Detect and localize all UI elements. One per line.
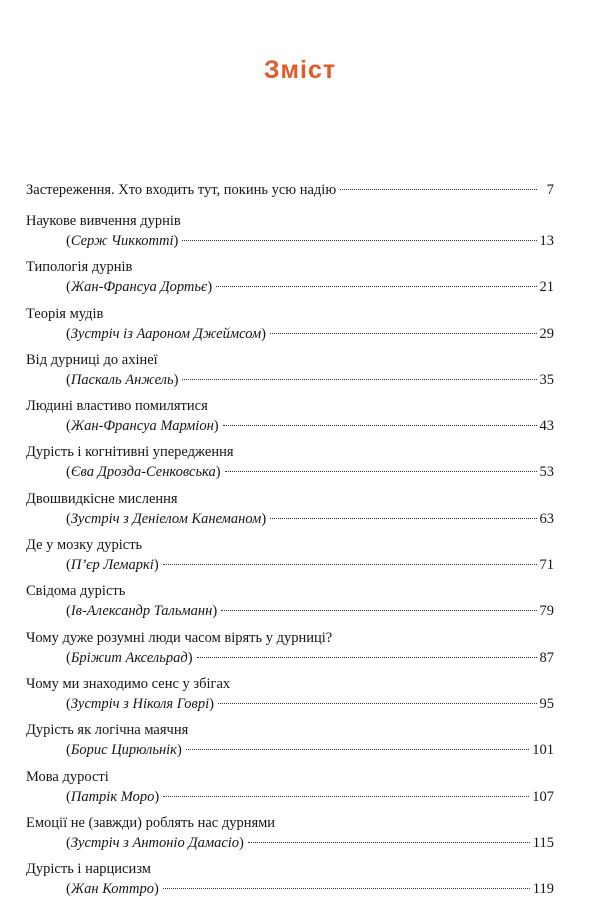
entry-title: Наукове вивчення дурнів	[26, 213, 181, 229]
toc-entry[interactable]: Дурість як логічна маячня (Борис Цирюльнік) 101	[26, 722, 554, 759]
entry-author: Паскаль Анжель	[70, 371, 174, 388]
toc-entry[interactable]: Мова дурості (Патрік Моро) 107	[26, 768, 554, 805]
page-number: 21	[539, 279, 554, 296]
dot-leader	[197, 657, 537, 658]
dot-leader	[163, 888, 530, 889]
entry-author: Серж Чиккотті	[70, 233, 174, 249]
dot-leader	[221, 610, 536, 611]
dot-leader	[182, 379, 536, 380]
entry-author: Бріжит Аксельрад	[70, 649, 188, 666]
page-number: 115	[532, 834, 554, 851]
dot-leader	[163, 564, 537, 565]
entry-author: Борис Цирюльнік	[70, 742, 177, 759]
entry-author: Єва Дрозда-Сенковська	[70, 464, 216, 481]
page-number: 7	[546, 182, 554, 198]
entry-title: Мова дурості	[26, 768, 109, 785]
toc-entry[interactable]: Двошвидкісне мислення (Зустріч з Деніелом Канеманом) 63	[26, 490, 554, 527]
entry-author: П’єр Лемаркі	[70, 557, 154, 574]
entry-author: Зустріч із Аароном Джеймсом	[70, 325, 262, 342]
page-number: 63	[539, 510, 554, 527]
page-number: 43	[539, 418, 554, 435]
page-number: 35	[539, 371, 554, 388]
entry-author: Жан-Франсуа Дортьє	[70, 279, 208, 296]
entry-author: Зустріч з Ніколя Говрі	[70, 695, 210, 712]
entry-title: Дурість як логічна маячня	[26, 722, 189, 739]
toc-entry[interactable]	[26, 180, 554, 200]
page-number: 107	[532, 788, 554, 805]
page-number: 119	[532, 881, 554, 898]
entry-author: Жан-Франсуа Марміон	[70, 418, 214, 435]
dot-leader	[163, 796, 529, 797]
entry-title: Типологія дурнів	[26, 259, 133, 276]
dot-leader	[182, 240, 536, 241]
toc-entry[interactable]: Чому дуже розумні люди часом вірять у дурниці? (Бріжит Аксельрад) 87	[26, 629, 554, 666]
dot-leader	[340, 189, 537, 190]
dot-leader	[270, 518, 536, 519]
entry-title: Емоції не (завжди) роблять нас дурнями	[26, 814, 276, 831]
dot-leader	[225, 471, 537, 472]
page-number: 53	[539, 464, 554, 481]
dot-leader	[223, 425, 537, 426]
dot-leader	[216, 286, 536, 287]
dot-leader	[218, 703, 537, 704]
entry-author: Зустріч з Деніелом Канеманом	[70, 510, 262, 527]
entry-author: Ів-Александр Тальманн	[70, 603, 213, 620]
entry-title: Двошвидкісне мислення	[26, 490, 178, 507]
page-number: 79	[539, 603, 554, 620]
page-number: 87	[539, 649, 554, 666]
dot-leader	[186, 749, 529, 750]
toc-entry[interactable]: Дурість і когнітивні упередження (Єва Дрозда-Сенковська) 53	[26, 444, 554, 481]
toc-entry[interactable]: Дурість і нарцисизм (Жан Коттро) 119	[26, 861, 554, 898]
dot-leader	[248, 842, 530, 843]
table-of-contents	[26, 180, 554, 905]
page-title: Зміст	[263, 56, 337, 84]
entry-author: Зустріч з Антоніо Дамасіо	[70, 834, 240, 851]
entry-title: Людині властиво помилятися	[26, 398, 208, 415]
entry-title: Де у мозку дурість	[26, 537, 143, 554]
page-number: 95	[539, 695, 554, 712]
entry-title: Чому ми знаходимо сенс у збігах	[26, 675, 231, 692]
toc-entry[interactable]: Емоції не (завжди) роблять нас дурнями (Зустріч з Антоніо Дамасіо) 115	[26, 814, 554, 851]
entry-title: Від дурниці до ахінеї	[26, 351, 158, 368]
toc-entry[interactable]: Свідома дурість (Ів-Александр Тальманн) 79	[26, 583, 554, 620]
page-number: 71	[539, 557, 554, 574]
toc-entry[interactable]: Теорія мудів (Зустріч із Аароном Джеймсом) 29	[26, 305, 554, 342]
dot-leader	[270, 333, 537, 334]
page-number: 101	[532, 742, 554, 759]
entry-title: Чому дуже розумні люди часом вірять у дурниці?	[26, 629, 333, 646]
toc-entry[interactable]: Наукове вивчення дурнів (Серж Чиккотті) 13	[26, 213, 554, 249]
page-number: 29	[539, 325, 554, 342]
toc-entry[interactable]: Чому ми знаходимо сенс у збігах (Зустріч з Ніколя Говрі) 95	[26, 675, 554, 712]
entry-author: Патрік Моро	[70, 788, 155, 805]
toc-entry[interactable]: Людині властиво помилятися (Жан-Франсуа Марміон) 43	[26, 398, 554, 435]
toc-entry[interactable]: Де у мозку дурість (П’єр Лемаркі) 71	[26, 537, 554, 574]
toc-entry[interactable]: Від дурниці до ахінеї (Паскаль Анжель) 35	[26, 351, 554, 388]
entry-author: Жан Коттро	[70, 881, 154, 898]
entry-title: Дурість і нарцисизм	[26, 861, 151, 878]
entry-title: Свідома дурість	[26, 583, 126, 600]
entry-title: Застереження. Хто входить тут, покинь усю надію	[26, 182, 337, 198]
page-number: 13	[539, 233, 554, 249]
entry-title: Дурість і когнітивні упередження	[26, 444, 234, 461]
entry-title: Теорія мудів	[26, 305, 104, 322]
toc-entry[interactable]: Типологія дурнів (Жан-Франсуа Дортьє) 21	[26, 259, 554, 296]
